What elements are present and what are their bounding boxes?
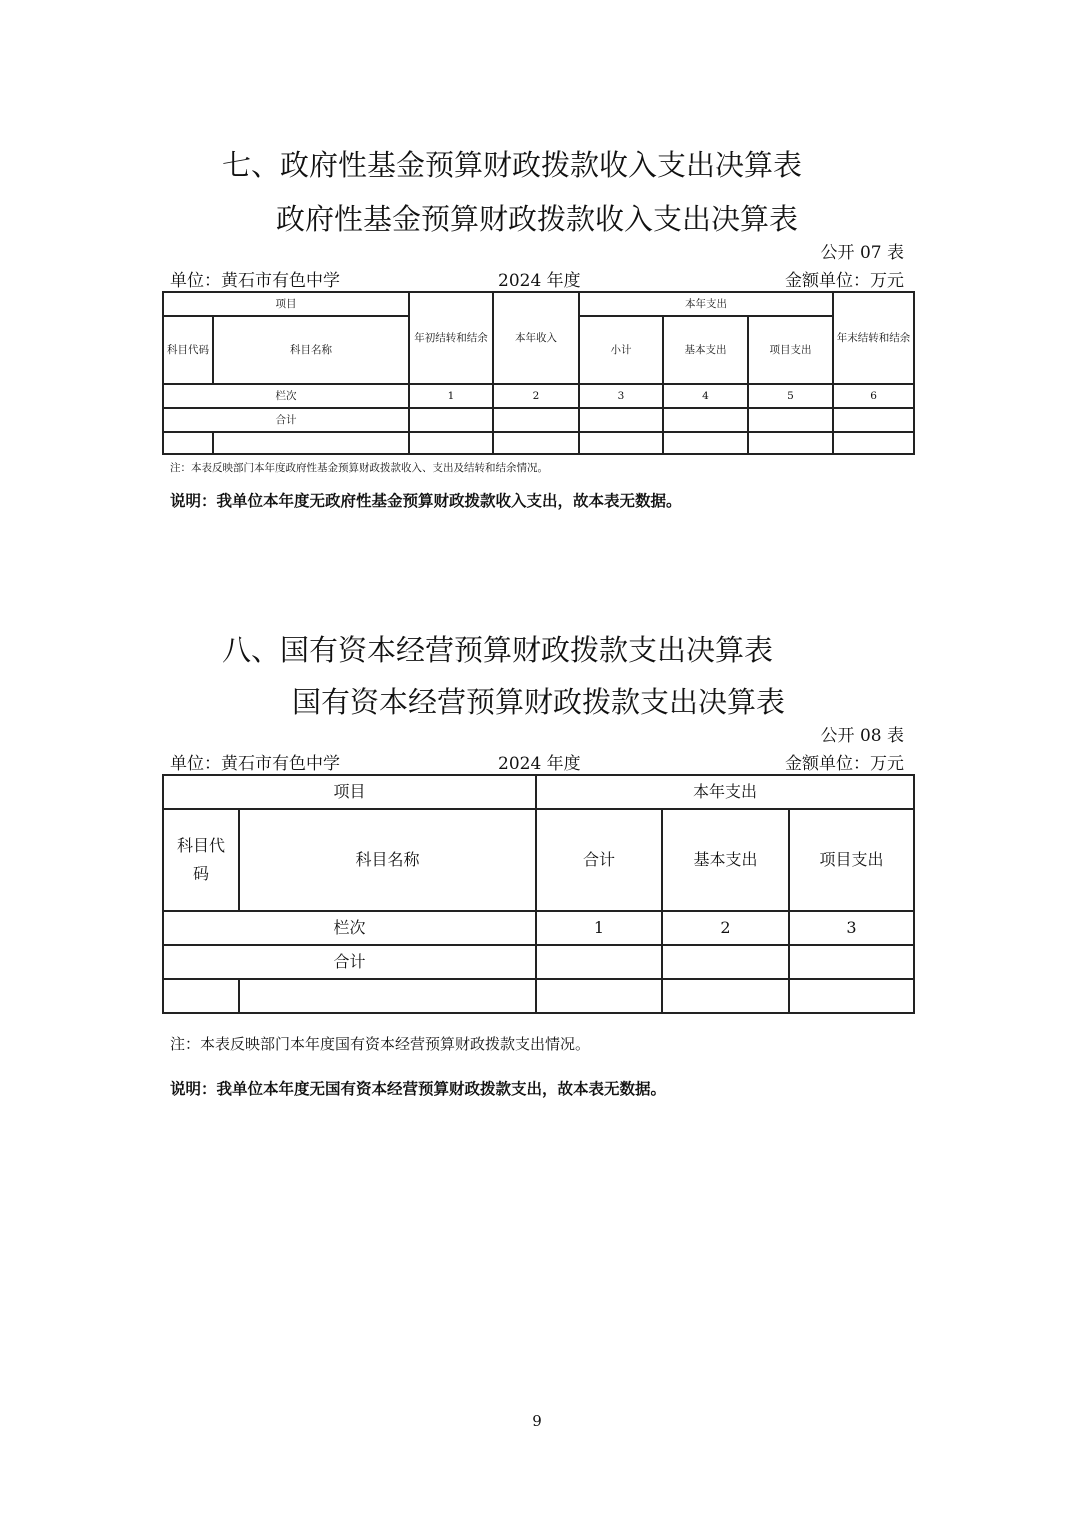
header-basic: 基本支出	[662, 809, 789, 911]
col-number: 2	[493, 384, 579, 408]
section-8-unit: 单位：黄石市有色中学	[170, 754, 340, 774]
section-7-unit: 单位：黄石市有色中学	[170, 271, 340, 291]
header-item: 项目	[163, 292, 409, 316]
empty-cell	[662, 979, 789, 1013]
section-8-year: 2024 年度	[498, 754, 581, 774]
col-number: 1	[409, 384, 493, 408]
total-cell	[536, 945, 662, 979]
total-cell	[493, 408, 579, 432]
empty-cell	[163, 432, 213, 454]
section-7-explanation: 说明：我单位本年度无政府性基金预算财政拨款收入支出，故本表无数据。	[170, 492, 682, 510]
section-8-currency-unit: 金额单位：万元	[785, 754, 904, 774]
header-expense: 本年支出	[579, 292, 833, 316]
row-index-label: 栏次	[163, 911, 536, 945]
header-end-balance: 年末结转和结余	[833, 292, 914, 384]
total-cell	[789, 945, 914, 979]
header-code: 科目代码	[163, 316, 213, 384]
section-8-form-number: 公开 08 表	[820, 726, 904, 746]
section-7-year: 2024 年度	[498, 271, 581, 291]
page-number: 9	[532, 1412, 542, 1430]
empty-cell	[239, 979, 536, 1013]
total-label: 合计	[163, 408, 409, 432]
total-cell	[662, 945, 789, 979]
empty-cell	[748, 432, 833, 454]
total-label: 合计	[163, 945, 536, 979]
header-code: 科目代码	[163, 809, 239, 911]
header-begin-balance: 年初结转和结余	[409, 292, 493, 384]
header-name: 科目名称	[239, 809, 536, 911]
section-8-heading: 八、国有资本经营预算财政拨款支出决算表	[222, 633, 774, 667]
col-number: 4	[663, 384, 748, 408]
empty-cell	[536, 979, 662, 1013]
empty-cell	[833, 432, 914, 454]
empty-cell	[213, 432, 409, 454]
col-number: 6	[833, 384, 914, 408]
row-index-label: 栏次	[163, 384, 409, 408]
col-number: 1	[536, 911, 662, 945]
empty-cell	[409, 432, 493, 454]
total-cell	[663, 408, 748, 432]
total-cell	[579, 408, 663, 432]
total-cell	[409, 408, 493, 432]
total-cell	[833, 408, 914, 432]
empty-cell	[579, 432, 663, 454]
section-8-note: 注：本表反映部门本年度国有资本经营预算财政拨款支出情况。	[170, 1035, 591, 1053]
section-7-note: 注：本表反映部门本年度政府性基金预算财政拨款收入、支出及结转和结余情况。	[170, 462, 548, 474]
col-number: 2	[662, 911, 789, 945]
section-7-form-number: 公开 07 表	[820, 243, 904, 263]
section-7-heading: 七、政府性基金预算财政拨款收入支出决算表	[222, 148, 803, 182]
header-total: 合计	[536, 809, 662, 911]
total-cell	[748, 408, 833, 432]
empty-cell	[663, 432, 748, 454]
empty-cell	[789, 979, 914, 1013]
section-8-table-title: 国有资本经营预算财政拨款支出决算表	[292, 685, 786, 719]
header-name: 科目名称	[213, 316, 409, 384]
empty-cell	[163, 979, 239, 1013]
section-7-table-title: 政府性基金预算财政拨款收入支出决算表	[276, 202, 799, 236]
header-income: 本年收入	[493, 292, 579, 384]
col-number: 3	[789, 911, 914, 945]
header-item: 项目	[163, 775, 536, 809]
section-8-table	[162, 774, 915, 1014]
header-subtotal: 小计	[579, 316, 663, 384]
header-project: 项目支出	[789, 809, 914, 911]
header-project: 项目支出	[748, 316, 833, 384]
section-8-explanation: 说明：我单位本年度无国有资本经营预算财政拨款支出，故本表无数据。	[170, 1080, 667, 1098]
col-number: 5	[748, 384, 833, 408]
empty-cell	[493, 432, 579, 454]
header-basic: 基本支出	[663, 316, 748, 384]
col-number: 3	[579, 384, 663, 408]
section-7-currency-unit: 金额单位：万元	[785, 271, 904, 291]
section-7-table	[162, 291, 915, 455]
header-expense: 本年支出	[536, 775, 914, 809]
